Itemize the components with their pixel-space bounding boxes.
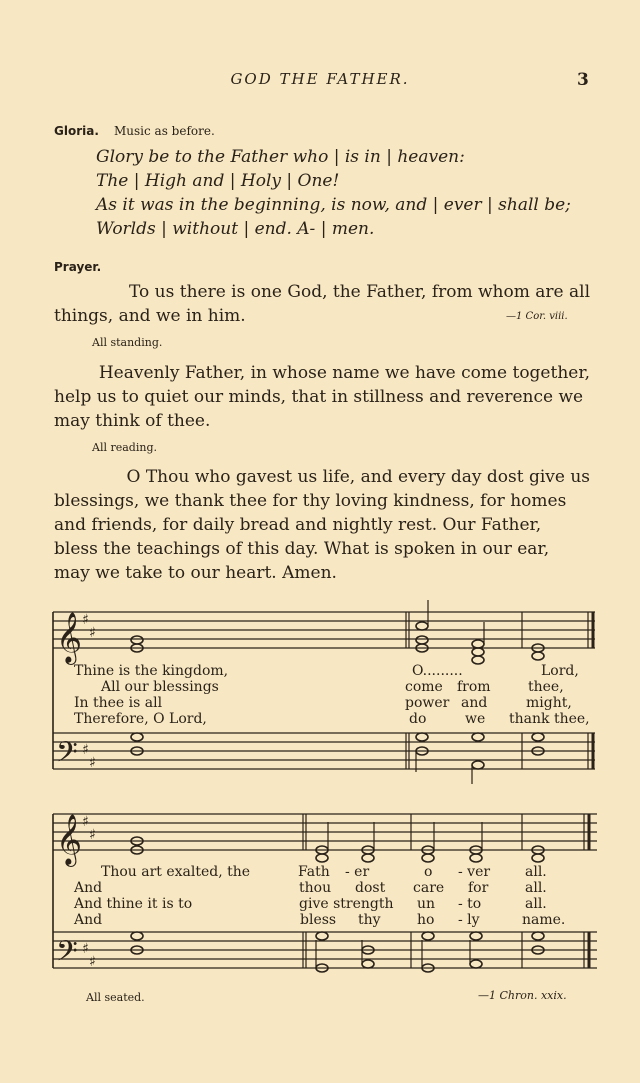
chant2-to: - to <box>458 896 482 912</box>
staff-2-bass <box>53 932 597 968</box>
gloria-line-1: Glory be to the Father who | is in | heaven: <box>96 147 465 167</box>
chant2-bless: bless <box>300 912 337 928</box>
chant2-er: - er <box>345 864 370 880</box>
treble-clef-icon: 𝄞 <box>56 612 83 663</box>
standing-line-1: Heavenly Father, in whose name we have come together, <box>98 363 590 383</box>
seated-rubric: All seated. <box>86 991 145 1004</box>
chant1-might: might, <box>526 695 572 711</box>
chant2-all-2: all. <box>525 880 547 896</box>
chant1-thank-thee: thank thee, <box>509 711 590 727</box>
standing-line-3: may think of thee. <box>54 411 211 431</box>
chant2-all-1: all. <box>525 864 547 880</box>
chant2-ver: - ver <box>458 864 491 880</box>
bass-clef-icon: 𝄢 <box>56 736 78 776</box>
gloria-label: Gloria. <box>54 124 99 138</box>
chant1-power: power <box>405 695 450 711</box>
chant1-o: O......... <box>412 663 463 679</box>
standing-rubric: All standing. <box>92 336 163 349</box>
reading-line-3: and friends, for daily bread and nightly rest. Our Father, <box>54 515 542 535</box>
chant2-ho: ho <box>417 912 435 928</box>
svg-text:♯: ♯ <box>82 742 89 758</box>
chant2-text-2: And <box>74 880 103 896</box>
svg-text:♯: ♯ <box>82 941 89 957</box>
chant2-o: o <box>424 864 433 880</box>
chronicles-citation: —1 Chron. xxix. <box>478 989 567 1002</box>
chant1-we: we <box>465 711 486 727</box>
staff-1-bass <box>53 733 595 769</box>
standing-line-2: help us to quiet our minds, that in stillness and reverence we <box>54 387 584 407</box>
chant1-and: and <box>461 695 488 711</box>
chant1-do: do <box>409 711 427 727</box>
svg-text:♯: ♯ <box>82 612 89 628</box>
svg-text:♯: ♯ <box>89 755 96 771</box>
svg-text:♯: ♯ <box>89 625 96 641</box>
prayer-citation: —1 Cor. viii. <box>506 311 568 322</box>
page-number: 3 <box>577 70 589 90</box>
svg-text:♯: ♯ <box>89 954 96 970</box>
chant2-thou: thou <box>299 880 332 896</box>
chant2-thy: thy <box>358 912 381 928</box>
chant2-all-3: all. <box>525 896 547 912</box>
treble-clef-icon: 𝄞 <box>56 814 83 865</box>
chant1-text-3: In thee is all <box>74 695 163 711</box>
running-title: GOD THE FATHER. <box>230 70 410 88</box>
chant1-from: from <box>457 679 491 695</box>
gloria-note: Music as before. <box>114 124 215 138</box>
reading-line-5: may we take to our heart. Amen. <box>54 563 337 583</box>
reading-line-1: O Thou who gavest us life, and every day dost give us <box>126 467 590 487</box>
chant2-name: name. <box>522 912 566 928</box>
gloria-line-4: Worlds | without | end. A- | men. <box>96 219 375 239</box>
chant1-come: come <box>405 679 443 695</box>
chant2-un: un <box>417 896 436 912</box>
chant2-fath: Fath <box>298 864 330 880</box>
chant2-ly: - ly <box>458 912 480 928</box>
chant1-text-2: All our blessings <box>101 679 219 695</box>
chant2-care: care <box>413 880 445 896</box>
chant1-lord: Lord, <box>541 663 579 679</box>
chant2-text-3: And thine it is to <box>74 896 193 912</box>
prayer-line-1: To us there is one God, the Father, from whom are all <box>129 282 590 302</box>
chant2-give-strength: give strength <box>299 896 394 912</box>
gloria-line-2: The | High and | Holy | One! <box>96 171 340 191</box>
prayer-label: Prayer. <box>54 260 102 274</box>
chant2-dost: dost <box>355 880 386 896</box>
reading-rubric: All reading. <box>92 441 157 454</box>
chant2-text-4: And <box>74 912 103 928</box>
chant1-text-4: Therefore, O Lord, <box>74 711 207 727</box>
gloria-line-3: As it was in the beginning, is now, and | ever | shall be; <box>96 195 571 215</box>
bass-clef-icon: 𝄢 <box>56 935 78 975</box>
prayer-line-2: things, and we in him. <box>54 306 246 326</box>
reading-line-4: bless the teachings of this day. What is spoken in our ear, <box>54 539 550 559</box>
chant1-thee: thee, <box>528 679 564 695</box>
svg-text:♯: ♯ <box>89 827 96 843</box>
staff-1-treble <box>53 612 595 648</box>
chant2-text-1: Thou art exalted, the <box>101 864 251 880</box>
chant1-text-1: Thine is the kingdom, <box>74 663 229 679</box>
chant2-for: for <box>468 880 489 896</box>
reading-line-2: blessings, we thank thee for thy loving kindness, for homes <box>54 491 567 511</box>
svg-text:♯: ♯ <box>82 814 89 830</box>
